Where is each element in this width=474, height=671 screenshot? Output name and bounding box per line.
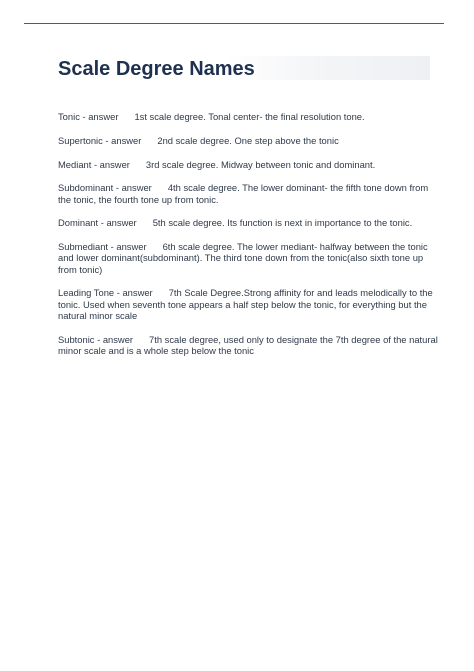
term-supertonic: Supertonic - answer	[58, 134, 142, 146]
definition-mediant: 3rd scale degree. Midway between tonic and dominant.	[145, 158, 376, 170]
term-subdominant: Subdominant - answer	[58, 182, 152, 194]
flashcard-entry-leading-tone	[58, 287, 442, 321]
definition-subtonic: 7th scale degree, used only to designate the 7th degree of the natural minor scale and is a whole step below the tonic	[58, 333, 438, 356]
definition-supertonic: 2nd scale degree. One step above the tonic	[157, 134, 339, 146]
flashcard-entry-supertonic	[58, 135, 442, 146]
definition-leading-tone: 7th Scale Degree.Strong affinity for and leads melodically to the tonic. Used when seventh tone appears a half step below the tonic, for everything but the natural minor scale	[58, 287, 433, 321]
term-subtonic: Subtonic - answer	[58, 333, 134, 345]
flashcard-entry-tonic	[58, 111, 442, 122]
term-mediant: Mediant - answer	[58, 158, 130, 170]
flashcard-list	[58, 111, 442, 369]
flashcard-entry-subdominant	[58, 182, 442, 204]
definition-submediant: 6th scale degree. The lower mediant- halfway between the tonic and lower dominant(subdominant). The third tone down from the tonic(also sixth tone up from tonic)	[58, 241, 428, 275]
term-dominant: Dominant - answer	[58, 217, 137, 229]
top-divider	[24, 23, 444, 24]
flashcard-entry-mediant	[58, 159, 442, 170]
flashcard-entry-dominant	[58, 217, 442, 228]
definition-dominant: 5th scale degree. Its function is next in importance to the tonic.	[152, 217, 413, 229]
term-tonic: Tonic - answer	[58, 111, 119, 122]
flashcard-entry-subtonic	[58, 334, 442, 356]
definition-tonic: 1st scale degree. Tonal center- the final resolution tone.	[134, 111, 365, 122]
page-title: Scale Degree Names	[58, 58, 255, 80]
flashcard-entry-submediant	[58, 241, 442, 275]
definition-subdominant: 4th scale degree. The lower dominant- the fifth tone down from the tonic, the fourth tone up from tonic.	[58, 182, 429, 205]
term-submediant: Submediant - answer	[58, 241, 147, 253]
term-leading-tone: Leading Tone - answer	[58, 287, 153, 299]
